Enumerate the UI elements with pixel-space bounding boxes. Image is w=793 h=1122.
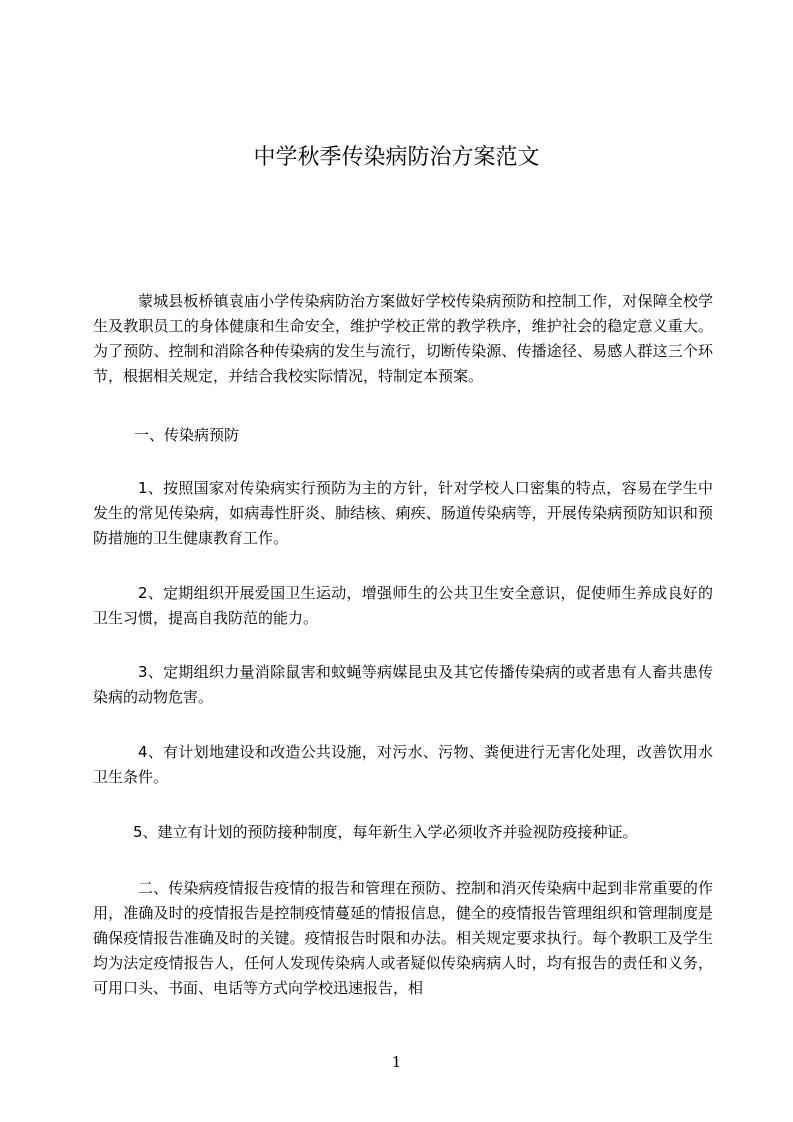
prevention-item-2: 2、定期组织开展爱国卫生运动，增强师生的公共卫生安全意识，促使师生养成良好的卫生习惯，提高自我防范的能力。 [93,584,713,627]
prevention-item-5: 5、建立有计划的预防接种制度，每年新生入学必须收齐并验视防疫接种证。 [133,823,638,841]
document-title: 中学秋季传染病防治方案范文 [253,145,540,170]
prevention-item-1: 1、按照国家对传染病实行预防为主的方针，针对学校人口密集的特点，容易在学生中发生的常见传染病，如病毒性肝炎、肺结核、痢疾、肠道传染病等，开展传染病预防知识和预防措施的卫生健康教育工作。 [93,479,713,547]
prevention-item-3: 3、定期组织力量消除鼠害和蚊蝇等病媒昆虫及其它传播传染病的或者患有人畜共患传染病的动物危害。 [93,663,713,706]
section-heading-prevention: 一、传染病预防 [134,426,240,444]
page-number: 1 [391,1053,402,1071]
section-reporting-paragraph: 二、传染病疫情报告疫情的报告和管理在预防、控制和消灭传染病中起到非常重要的作用，准确及时的疫情报告是控制疫情蔓延的情报信息，健全的疫情报告管理组织和管理制度是确保疫情报告准确及时的关键。疫情报告时限和办法。相关规定要求执行。每个教职工及学生均为法定疫情报告人，任何人发现传染病人或者疑似传染病病人时，均有报告的责任和义务，可用口头、书面、电话等方式向学校迅速报告，相 [93,879,713,997]
intro-paragraph: 蒙城县板桥镇袁庙小学传染病防治方案做好学校传染病预防和控制工作，对保障全校学生及教职员工的身体健康和生命安全，维护学校正常的教学秩序，维护社会的稳定意义重大。为了预防、控制和消除各种传染病的发生与流行，切断传染源、传播途径、易感人群这三个环节，根据相关规定，并结合我校实际情况，特制定本预案。 [93,292,713,385]
prevention-item-4: 4、有计划地建设和改造公共设施，对污水、污物、粪便进行无害化处理，改善饮用水卫生条件。 [93,743,713,786]
